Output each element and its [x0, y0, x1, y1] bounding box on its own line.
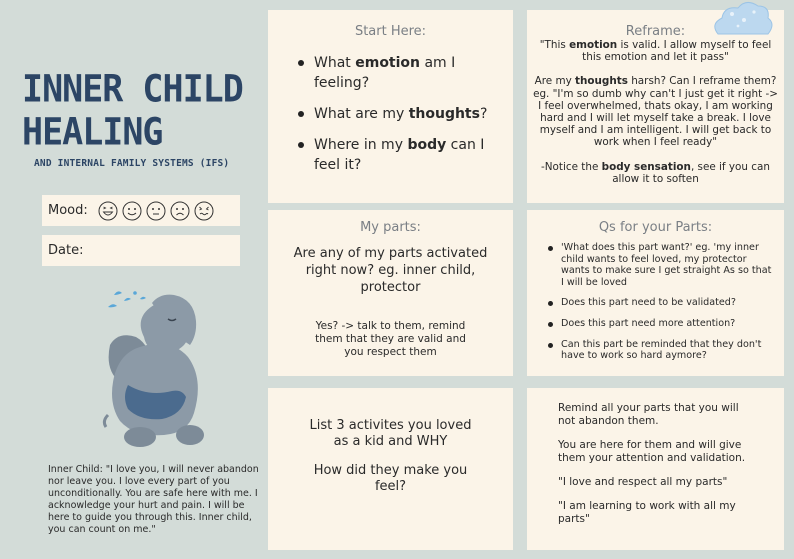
- reframe-body: [527, 39, 784, 185]
- start-here-item: Where in my body can I feel it?: [314, 135, 504, 175]
- start-here-item: What are my thoughts?: [314, 104, 504, 124]
- my-parts-answer: Yes? -> talk to them, remind them that they are valid and you respect them: [315, 320, 466, 358]
- qs-parts-item: 'What does this part want?' eg. 'my inner child wants to feel loved, my protector wants to make sure I get straight As so that I will be loved: [561, 242, 776, 288]
- cloud-icon: [710, 0, 774, 42]
- my-parts-title: My parts:: [360, 220, 421, 235]
- qs-parts-list: [561, 242, 776, 362]
- remind-paragraph: "I am learning to work with all my parts": [558, 500, 736, 525]
- my-parts-question: Are any of my parts activated right now? eg. inner child, protector: [293, 246, 488, 295]
- sad-face-icon[interactable]: [170, 201, 190, 221]
- start-here-card: [268, 10, 513, 203]
- remind-card: [527, 388, 784, 550]
- start-here-item: What emotion am I feeling?: [314, 53, 504, 93]
- page-title: [22, 68, 243, 154]
- water-spray-icon: [108, 291, 146, 307]
- remind-paragraph: Remind all your parts that you will not abandon them.: [558, 402, 739, 427]
- laughing-face-icon[interactable]: [98, 201, 118, 221]
- mood-field[interactable]: [42, 195, 240, 226]
- mood-label: Mood:: [48, 203, 88, 218]
- remind-paragraph: You are here for them and will give them your attention and validation.: [558, 439, 746, 464]
- date-label: Date:: [48, 243, 84, 258]
- remind-paragraph: "I love and respect all my parts": [558, 476, 728, 488]
- my-parts-card: [268, 210, 513, 376]
- qs-parts-item: Can this part be reminded that they don't have to work so hard aymore?: [561, 339, 776, 362]
- elephant-illustration: [100, 285, 225, 455]
- happy-face-icon[interactable]: [122, 201, 142, 221]
- activities-card: [268, 388, 513, 550]
- start-here-list: [292, 53, 504, 175]
- remind-body: [558, 402, 754, 526]
- qs-parts-title: Qs for your Parts:: [598, 220, 713, 235]
- page-subtitle: AND INTERNAL FAMILY SYSTEMS (IFS): [34, 158, 230, 169]
- start-here-title: Start Here:: [354, 24, 427, 39]
- distressed-face-icon[interactable]: [194, 201, 214, 221]
- activities-prompt: List 3 activites you loved as a kid and WHY: [309, 418, 472, 449]
- reframe-title: Reframe:: [625, 24, 686, 39]
- reframe-paragraph: Are my thoughts harsh? Can I reframe them? eg. "I'm so dumb why can't I just get it right -> I feel overwhelmed, thats okay, I am working hard and I will let myself take a break. I love myself and I am intelligent. I will get back to work when I feel ready": [533, 75, 778, 149]
- mood-faces: [98, 201, 214, 221]
- title-line-1: INNER CHILD: [22, 68, 243, 112]
- qs-parts-card: [527, 210, 784, 376]
- reframe-paragraph: "This emotion is valid. I allow myself to feel this emotion and let it pass": [539, 39, 772, 64]
- inner-child-quote: Inner Child: "I love you, I will never abandon nor leave you. I love every part of you unconditionally. You are safe here with me. I acknowledge your hurt and pain. I will be here to guide you through this. Inner child, you can count on me.": [48, 464, 259, 535]
- title-line-2: HEALING: [22, 111, 163, 155]
- reframe-paragraph: -Notice the body sensation, see if you can allow it to soften: [541, 160, 770, 185]
- activities-feel-prompt: How did they make you feel?: [313, 463, 468, 494]
- qs-parts-item: Does this part need more attention?: [561, 318, 776, 330]
- qs-parts-item: Does this part need to be validated?: [561, 297, 776, 309]
- date-field[interactable]: [42, 235, 240, 266]
- neutral-face-icon[interactable]: [146, 201, 166, 221]
